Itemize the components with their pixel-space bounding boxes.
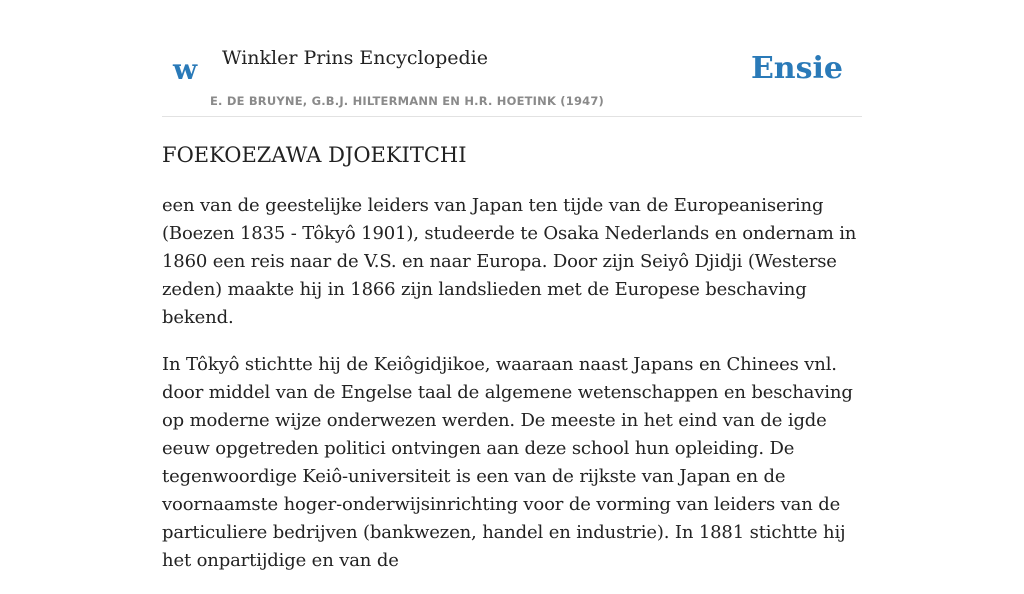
book-authors: E. DE BRUYNE, G.B.J. HILTERMANN EN H.R. HOETINK (1947): [210, 94, 605, 108]
winkler-prins-logo[interactable]: w: [173, 53, 198, 86]
ensie-logo[interactable]: Ensie: [750, 51, 843, 86]
entry-title: FOEKOEZAWA DJOEKITCHI: [162, 143, 467, 167]
book-header: [162, 0, 862, 117]
entry-paragraph: In Tôkyô stichtte hij de Keiôgidjikoe, waaraan naast Japans en Chinees vnl. door middel van de Engelse taal de algemene wetenschappen en beschaving op moderne wijze onderwezen werden. De meeste in het eind van de igde eeuw opgetreden politici ontvingen aan deze school hun opleiding. De tegenwoordige Keiô-universiteit is een van de rijkste van Japan en de voornaamste hoger-onderwijsinrichting voor de vorming van leiders van de particuliere bedrijven (bankwezen, handel en industrie). In 1881 stichtte hij het onpartijdige en van de: [162, 354, 853, 571]
entry-paragraph: een van de geestelijke leiders van Japan ten tijde van de Europeanisering (Boezen 1835 - Tôkyô 1901), studeerde te Osaka Nederlands en ondernam in 1860 een reis naar de V.S. en naar Europa. Door zijn Seiyô Djidji (Westerse zeden) maakte hij in 1866 zijn landslieden met de Europese beschaving bekend.: [162, 195, 857, 328]
article-page: [162, 0, 862, 571]
book-title-link[interactable]: Winkler Prins Encyclopedie: [222, 47, 488, 69]
entry-body: [162, 192, 862, 594]
